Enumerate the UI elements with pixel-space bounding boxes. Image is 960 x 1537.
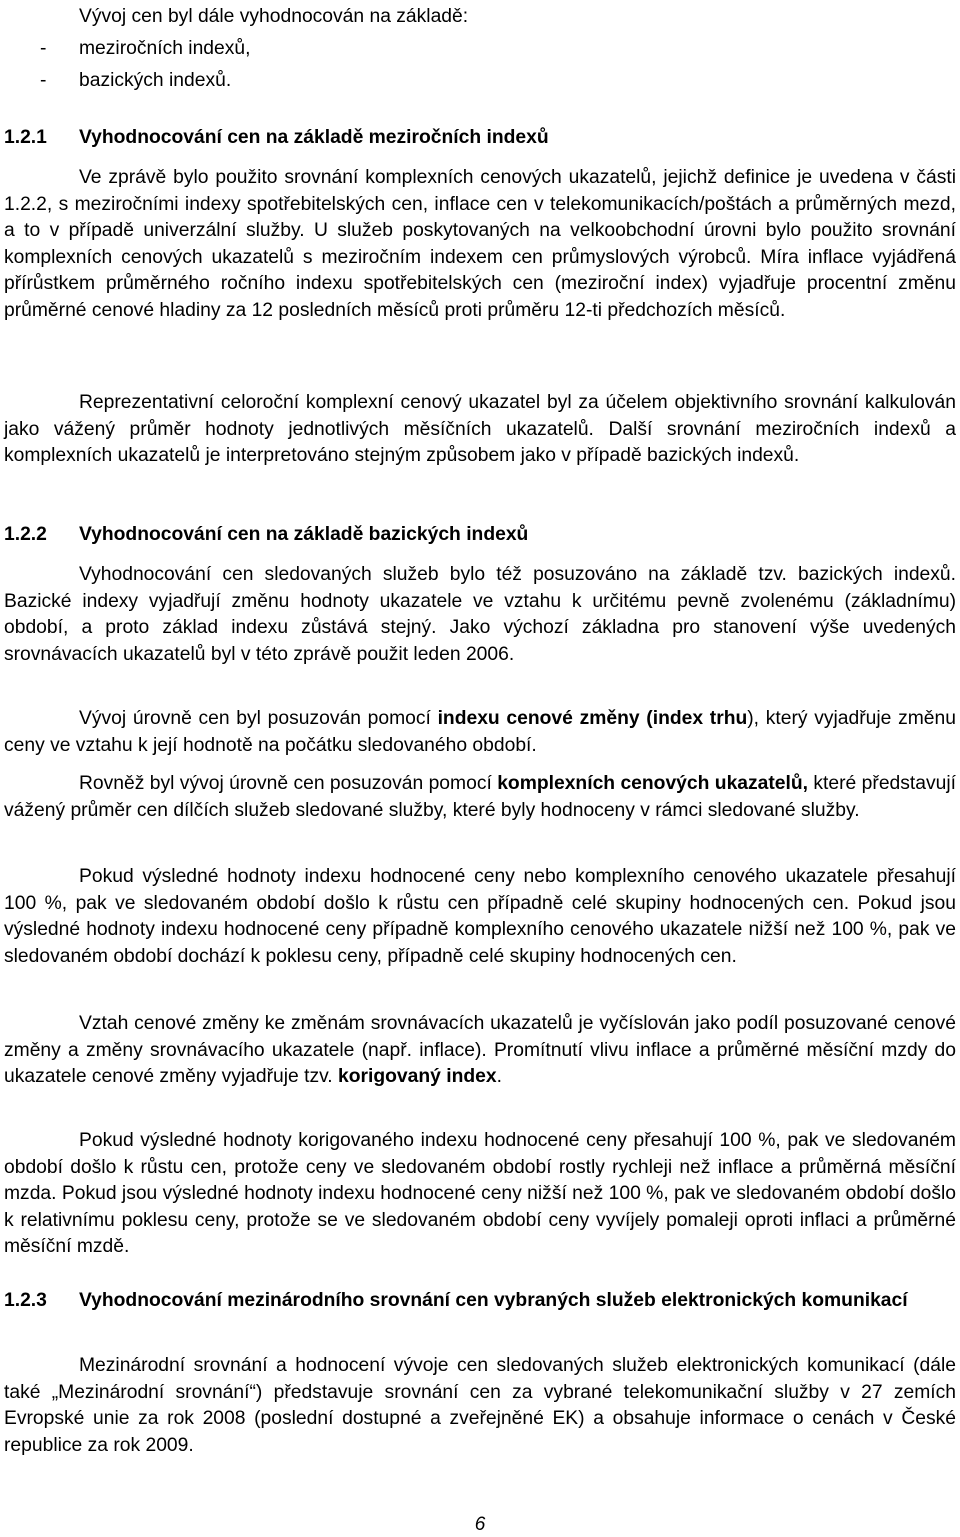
list-item: - bazických indexů.	[40, 70, 232, 91]
section-heading-1-2-1: 1.2.1 Vyhodnocování cen na základě meziročních indexů	[4, 127, 549, 148]
section-heading-1-2-3: 1.2.3 Vyhodnocování mezinárodního srovnání cen vybraných služeb elektronických komunikací	[4, 1290, 908, 1311]
paragraph: Pokud výsledné hodnoty korigovaného indexu hodnocené ceny přesahují 100 %, pak ve sledovaném období došlo k růstu cen, protože ceny ve sledovaném období rostly rychleji než inflace a průměrná měsíční mzda. Pokud jsou výsledné hodnoty indexu hodnocené ceny nižší než 100 %, pak ve sledovaném období došlo k relativnímu poklesu ceny, protože se ve sledovaném období ceny vyvíjely pomaleji oproti inflaci a průměrné měsíční mzdě.	[4, 1130, 956, 1258]
paragraph: Rovněž byl vývoj úrovně cen posuzován pomocí komplexních cenových ukazatelů, které představují vážený průměr cen dílčích služeb sledované služby, které byly hodnoceny v rámci sledované služby.	[4, 773, 956, 821]
paragraph: Vztah cenové změny ke změnám srovnávacích ukazatelů je vyčíslován jako podíl posuzované cenové změny a změny srovnávacího ukazatele (např. inflace). Promítnutí vlivu inflace a průměrné měsíční mzdy do ukazatele cenové změny vyjadřuje tzv. korigovaný index.	[4, 1013, 956, 1088]
intro-lead: Vývoj cen byl dále vyhodnocován na základě:	[79, 6, 469, 27]
term-index-cenove-zmeny: indexu cenové změny (index trhu	[437, 708, 748, 729]
paragraph: Ve zprávě bylo použito srovnání komplexních cenových ukazatelů, jejichž definice je uvedena v části 1.2.2, s meziročními indexy spotřebitelských cen, inflace cen v telekomunikacích/poštách a průměrných mezd, a to v případě univerzální služby. U služeb poskytovaných na velkoobchodní úrovni bylo použito srovnání komplexních cenových ukazatelů s meziročním indexem cen průmyslových výrobců. Míra inflace vyjádřená přírůstkem průměrného ročního indexu spotřebitelských cen (meziroční index) vyjadřuje procentní změnu průměrné cenové hladiny za 12 posledních měsíců proti průměru 12-ti předchozích měsíců.	[4, 167, 956, 321]
paragraph: Vývoj úrovně cen byl posuzován pomocí indexu cenové změny (index trhu), který vyjadřuje změnu ceny ve vztahu k její hodnotě na počátku sledovaného období.	[4, 708, 956, 756]
list-item: - meziročních indexů,	[40, 38, 251, 59]
term-komplexni-cenove-ukazatele: komplexních cenových ukazatelů,	[497, 773, 809, 794]
term-korigovany-index: korigovaný index	[338, 1066, 497, 1088]
paragraph: Reprezentativní celoroční komplexní cenový ukazatel byl za účelem objektivního srovnání kalkulován jako vážený průměr hodnoty jednotlivých měsíčních ukazatelů. Další srovnání meziročních indexů a komplexních ukazatelů je interpretováno stejným způsobem jako v případě bazických indexů.	[4, 392, 956, 467]
section-heading-1-2-2: 1.2.2 Vyhodnocování cen na základě bazických indexů	[4, 524, 529, 545]
paragraph: Pokud výsledné hodnoty indexu hodnocené ceny nebo komplexního cenového ukazatele přesahují 100 %, pak ve sledovaném období došlo k růstu cen případně celé skupiny hodnocených cen. Pokud jsou výsledné hodnoty indexu hodnocené ceny případně komplexního cenového ukazatele nižší než 100 %, pak ve sledovaném období dochází k poklesu ceny, případně celé skupiny hodnocených cen.	[4, 866, 956, 967]
page-number: 6	[474, 1514, 486, 1535]
paragraph: Vyhodnocování cen sledovaných služeb bylo též posuzováno na základě tzv. bazických indexů. Bazické indexy vyjadřují změnu hodnoty ukazatele ve vztahu k určitému pevně zvolenému (základnímu) období, a proto základ indexu zůstává stejný. Jako výchozí základna pro stanovení výše uvedených srovnávacích ukazatelů byl v této zprávě použit leden 2006.	[4, 564, 956, 665]
paragraph: Mezinárodní srovnání a hodnocení vývoje cen sledovaných služeb elektronických komunikací (dále také „Mezinárodní srovnání“) představuje srovnání cen za vybrané telekomunikační služby v 27 zemích Evropské unie za rok 2008 (poslední dostupné a zveřejněné EK) a obsahuje informace o cenách v České republice za rok 2009.	[4, 1355, 956, 1456]
